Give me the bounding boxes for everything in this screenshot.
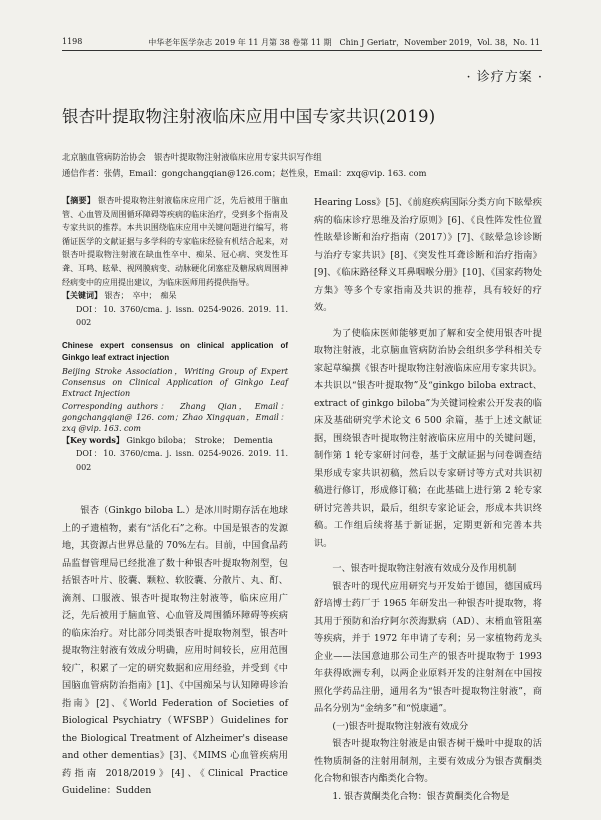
abstract-label: 【摘要】 (62, 195, 96, 205)
flavonoids-paragraph: 1. 银杏黄酮类化合物：银杏黄酮类化合物是 (332, 790, 510, 802)
keywords-text: 银杏； 卒中； 痴呆 (104, 291, 177, 301)
abstract-text: 银杏叶提取物注射液临床应用广泛，先后被用于脑血管、心血管及周围循环障碍等疾病的临床治疗，受到多个指南及专家共识的推荐。本共识围绕临床应用中关键问题进行编写，将循证医学的文献证据与多学科的专家临床经验有机结合起来，对银杏叶提取物注射液在缺血性卒中、痴呆、冠心病、突发性耳聋、耳鸣、眩晕、视网膜病变、动脉硬化闭塞症及糖尿病周围神经病变中的应用提出建议，为临床医师用药提供指导。 (62, 196, 289, 287)
en-keywords-label: 【Key words】 (62, 434, 124, 445)
en-keywords-text: Ginkgo biloba； Stroke； Dementia (126, 435, 273, 445)
keywords-label: 【关键词】 (62, 290, 102, 301)
english-keywords (62, 434, 288, 447)
history-paragraph: 银杏叶的现代应用研究与开发始于德国，德国威玛舒培博士药厂于 1965 年研发出一种银杏叶提取物，将其用于预防和治疗阿尔茨海默病（AD）、末梢血管阻塞等疾病，并于 1972 年申请了专利；另一家植物药龙头企业——法国意迪那公司生产的银杏叶提取物于 1993 年获得欧洲专利，以两企业原料开发的注射剂在中国按照化学药品注册，通用名为“银杏叶提取物注射液”，商品名分别为“金纳多”和“悦康通”。 (314, 580, 542, 714)
references-continuation: Hearing Loss》[5]、《前庭疾病国际分类方向下眩晕疾病的临床诊疗思维及治疗原则》[6]、《良性阵发性位置性眩晕诊断和治疗指南（2017）》[7]、《眩晕急诊诊断与治疗专家共识》[8]、《突发性耳聋诊断和治疗指南》[9]、《临床路径释义耳鼻咽喉分册》[10]、《国家药物处方集》等多个专家指南及共识的推荐，具有较好的疗效。 (314, 197, 542, 313)
doi-zh: DOI：10. 3760/cma. j. issn. 0254-9026. 2019. 11. 002 (76, 304, 288, 328)
doi-en: DOI：10. 3760/cma. j. issn. 0254-9026. 2019. 11. 002 (76, 448, 288, 472)
consensus-purpose-paragraph: 为了使临床医师能够更加了解和安全使用银杏叶提取物注射液，北京脑血管病防治协会组织多学科相关专家起草编撰《银杏叶提取物注射液临床应用专家共识》。本共识以“银杏叶提取物”及“ginkgo biloba extract、extract of ginkgo biloba”为关键词检索公开发表的临床及基础研究学术论文 6 500 余篇，基于上述文献证据，围绕银杏叶提取物注射液临床应用中的关键问题，制作第 1 轮专家研讨问卷，基于文献证据与问卷调查结果形成专家共识初稿，然后以专家研讨等方式对共识初稿进行修订，形成修订稿；在此基础上进行第 2 轮专家研讨完善共识，最后，组织专家论证会，形成本共识终稿。工作组后续将基于新证据，定期更新和完善本共识。 (314, 327, 542, 549)
right-column (314, 194, 542, 805)
corresponding-authors: 通信作者：张倩，Email：gongchangqian@126.com；赵性泉，Email：zxq@vip. 163. com (62, 168, 427, 178)
english-title: Chinese expert consensus on clinical application of Ginkgo leaf extract injection (62, 340, 288, 362)
english-corresponding: Corresponding authors： Zhang Qian， Email：gongchangqian@ 126. com；Zhao Xingquan，Email：zxq @vip. 163. com (62, 401, 288, 433)
left-column (62, 194, 288, 800)
english-group: Beijing Stroke Association，Writing Group of Expert Consensus on Clinical Application of Ginkgo Leaf Extract Injection (62, 366, 288, 398)
author-block (62, 149, 427, 181)
intro-paragraph: 银杏（Ginkgo biloba L.）是冰川时期存活在地球上的孑遗植物，素有“活化石”之称。中国是银杏的发源地，其资源占世界总量的 70%左右。目前，中国食品药品监督管理局已经批准了数十种银杏叶提取物剂型，包括银杏叶片、胶囊、颗粒、软胶囊、分散片、丸、酊、滴剂、口服液、银杏叶提取物注射液等，临床应用广泛，先后被用于脑血管、心血管及周围循环障碍等疾病的临床治疗。对比部分同类银杏叶提取物剂型，银杏叶提取物注射液有效成分明确，应用时间较长，应用范围较广，积累了一定的研究数据和应用经验，并受到《中国脑血管病防治指南》[1]、《中国痴呆与认知障碍诊治指南》[2]、《World Federation of Societies of Biological Psychiatry（WFSBP）Guidelines for the Biological Treatment of Alzheimer's disease and other dementias》[3]、《MIMS 心血管疾病用药指南 2018/2019》[4]、《Clinical Practice Guideline：Sudden (62, 505, 288, 797)
journal-citation: 中华老年医学杂志 2019 年 11 月第 38 卷第 11 期 Chin J Geriatr，November 2019，Vol. 38，No. 11 (148, 38, 540, 47)
section-tag: · 诊疗方案 · (466, 70, 543, 85)
chinese-abstract (62, 194, 288, 289)
article-title: 银杏叶提取物注射液临床应用中国专家共识(2019) (62, 107, 436, 126)
author-group: 北京脑血管病防治协会 银杏叶提取物注射液临床应用专家共识写作组 (62, 152, 322, 162)
header-rule (62, 50, 542, 51)
page-number: 1198 (62, 37, 83, 46)
chinese-keywords (62, 289, 288, 303)
subsection-heading-1: (一)银杏叶提取物注射液有效成分 (332, 720, 469, 732)
section-heading-1: 一、银杏叶提取物注射液有效成分及作用机制 (332, 563, 517, 574)
components-paragraph: 银杏叶提取物注射液是由银杏树干燥叶中提取的活性物质制备的注射用制剂，主要有效成分为银杏黄酮类化合物和银杏内酯类化合物。 (314, 738, 542, 784)
